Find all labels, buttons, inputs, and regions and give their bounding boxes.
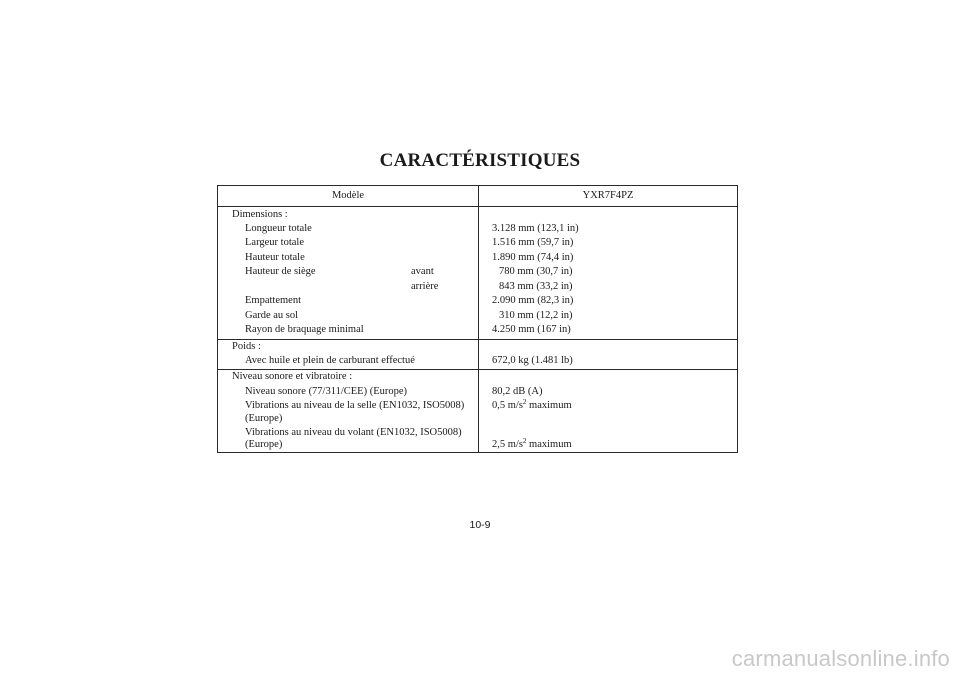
seat-height-rear-value: 843 mm (33,2 in) xyxy=(499,281,573,292)
wheelbase-label: Empattement xyxy=(245,295,301,306)
column-divider xyxy=(478,186,479,452)
wheel-vibration-value-number: 2,5 m/s xyxy=(492,439,523,450)
wheel-vibration-label-region: (Europe) xyxy=(245,439,283,450)
seat-vibration-value-suffix: maximum xyxy=(526,400,572,411)
overall-width-value: 1.516 mm (59,7 in) xyxy=(492,237,574,248)
header-model-value: YXR7F4PZ xyxy=(582,190,634,201)
noise-vibration-heading: Niveau sonore et vibratoire : xyxy=(232,371,353,382)
wheel-vibration-value-exponent: 2 xyxy=(522,437,527,445)
turning-radius-value: 4.250 mm (167 in) xyxy=(492,324,571,335)
curb-weight-label: Avec huile et plein de carburant effectué xyxy=(245,355,415,366)
weight-heading: Poids : xyxy=(232,341,261,352)
wheel-vibration-value xyxy=(492,438,572,453)
wheelbase-value: 2.090 mm (82,3 in) xyxy=(492,295,574,306)
overall-width-label: Largeur totale xyxy=(245,237,304,248)
watermark: carmanualsonline.info xyxy=(731,646,950,671)
wheel-vibration-value-suffix: maximum xyxy=(526,439,572,450)
turning-radius-label: Rayon de braquage minimal xyxy=(245,324,364,335)
seat-vibration-label: Vibrations au niveau de la selle (EN1032, ISO5008) xyxy=(245,400,465,411)
overall-length-label: Longueur totale xyxy=(245,223,312,234)
noise-level-label: Niveau sonore (77/311/CEE) (Europe) xyxy=(245,386,408,397)
seat-height-front-label: avant xyxy=(411,266,434,277)
overall-length-value: 3.128 mm (123,1 in) xyxy=(492,223,579,234)
seat-vibration-label-region: (Europe) xyxy=(245,413,283,424)
seat-height-rear-label: arrière xyxy=(411,281,439,292)
noise-level-value: 80,2 dB (A) xyxy=(492,386,543,397)
seat-vibration-value xyxy=(492,399,572,414)
seat-height-front-value: 780 mm (30,7 in) xyxy=(499,266,573,277)
overall-height-value: 1.890 mm (74,4 in) xyxy=(492,252,574,263)
header-model-label: Modèle xyxy=(331,190,365,201)
seat-height-label: Hauteur de siège xyxy=(245,266,316,277)
dimensions-heading: Dimensions : xyxy=(232,209,288,220)
page-title: CARACTÉRISTIQUES xyxy=(379,150,581,171)
section-separator xyxy=(218,339,737,340)
seat-vibration-value-number: 0,5 m/s xyxy=(492,400,523,411)
spec-table xyxy=(217,185,738,453)
overall-height-label: Hauteur totale xyxy=(245,252,305,263)
wheel-vibration-label: Vibrations au niveau du volant (EN1032, ISO5008) xyxy=(245,427,462,438)
ground-clearance-value: 310 mm (12,2 in) xyxy=(499,310,573,321)
curb-weight-value: 672,0 kg (1.481 lb) xyxy=(492,355,573,366)
seat-vibration-value-exponent: 2 xyxy=(522,398,527,406)
page-number: 10-9 xyxy=(469,519,491,531)
ground-clearance-label: Garde au sol xyxy=(245,310,299,321)
